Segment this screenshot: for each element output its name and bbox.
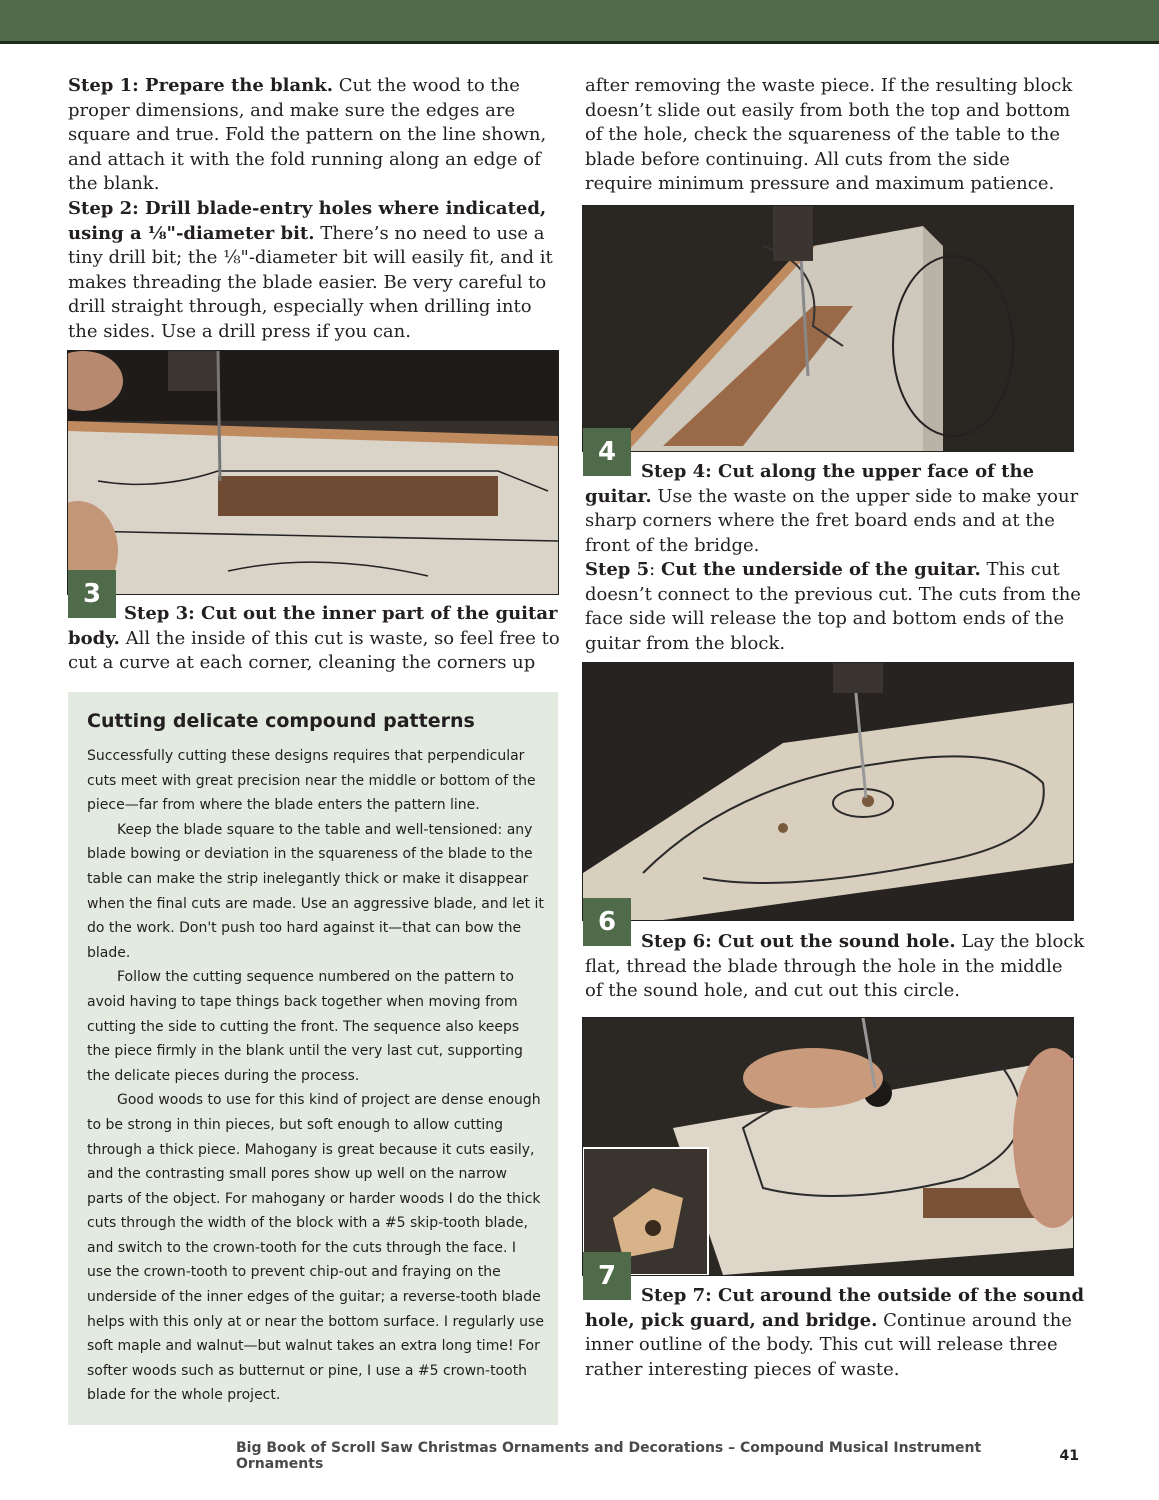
photo-step-4 bbox=[582, 205, 1074, 452]
step-3-title: Step 3: Cut out the inner part of the guitar body. bbox=[68, 603, 558, 649]
step-1-text: Cut the wood to the proper dimensions, and make sure the edges are square and true. Fold the pattern on the line shown, and attach it with the fold running along an edge of the blank. bbox=[68, 75, 547, 195]
step-4-title: Step 4: Cut along the upper face of the guitar. bbox=[585, 461, 1035, 507]
step-7-paragraph bbox=[585, 1284, 1085, 1382]
photo-number-3: 3 bbox=[68, 570, 116, 618]
page-number: 41 bbox=[1059, 1448, 1079, 1464]
sidebar-paragraph-4: Good woods to use for this kind of project are dense enough to be strong in thin pieces, but soft enough to allow cutting through a thick piece. Mahogany is great because it cuts easily, and the contrasting small pores show up well on the narrow parts of the object. For mahogany or harder woods I do the thick cuts through the width of the block with a #5 skip-tooth blade, and switch to the crown-tooth for the cuts through the face. I use the crown-tooth to prevent chip-out and fraying on the underside of the inner edges of the guitar; a reverse-tooth blade helps with this only at or near the bottom surface. I regularly use soft maple and walnut—but walnut takes an extra long time! For softer woods such as butternut or pine, I use a #5 crown-tooth blade for the whole project. bbox=[87, 1092, 544, 1404]
photo-step-3 bbox=[67, 350, 559, 595]
photo-number-4: 4 bbox=[583, 428, 631, 476]
step-7-text: Continue around the inner outline of the body. This cut will release three rather interesting pieces of waste. bbox=[585, 1309, 1072, 1380]
page-footer bbox=[236, 1440, 1079, 1472]
step-4-paragraph bbox=[585, 460, 1095, 558]
step-2-paragraph bbox=[68, 197, 560, 345]
step-5-colon: : bbox=[649, 559, 661, 580]
step-6-paragraph bbox=[585, 930, 1085, 1004]
sidebar-paragraph-3: Follow the cutting sequence numbered on the pattern to avoid having to tape things back together when moving from cutting the side to cutting the front. The sequence also keeps the piece firmly in the blank until the very last cut, supporting the delicate pieces during the process. bbox=[87, 969, 523, 1084]
step-1-paragraph bbox=[68, 74, 560, 197]
step-5-title-b: Cut the underside of the guitar. bbox=[660, 559, 981, 580]
photo-number-7: 7 bbox=[583, 1252, 631, 1300]
sidebar-title: Cutting delicate compound patterns bbox=[87, 710, 475, 732]
sidebar-paragraph-1: Successfully cutting these designs requires that perpendicular cuts meet with great precision near the middle or bottom of the piece—far from where the blade enters the pattern line. bbox=[87, 748, 536, 814]
step-1-title: Step 1: Prepare the blank. bbox=[68, 75, 334, 96]
header-band bbox=[0, 0, 1159, 41]
header-rule bbox=[0, 41, 1159, 44]
step-2-text: There’s no need to use a tiny drill bit; the ⅛"-diameter bit will easily fit, and it makes threading the blade easier. Be very careful to drill straight through, especially when drilling into the sides. Use a drill press if you can. bbox=[68, 222, 553, 342]
footer-running-title: Big Book of Scroll Saw Christmas Ornaments and Decorations – Compound Musical Instrument Ornaments bbox=[236, 1440, 982, 1472]
step-6-title: Step 6: Cut out the sound hole. bbox=[641, 931, 956, 952]
step-3-paragraph bbox=[68, 602, 560, 676]
step-3-continued: after removing the waste piece. If the resulting block doesn’t slide out easily from both the top and bottom of the hole, check the squareness of the table to the blade before continuing. All cuts from the side require minimum pressure and maximum patience. bbox=[585, 75, 1073, 195]
step-6-text: Lay the block flat, thread the blade through the hole in the middle of the sound hole, and cut out this circle. bbox=[585, 931, 1085, 1002]
step-4-text: Use the waste on the upper side to make your sharp corners where the fret board ends and at the front of the bridge. bbox=[585, 485, 1079, 556]
photo-step-7 bbox=[582, 1017, 1074, 1276]
sidebar-box bbox=[68, 692, 558, 1425]
step-5-text: This cut doesn’t connect to the previous cut. The cuts from the face side will release the top and bottom ends of the guitar from the block. bbox=[585, 559, 1081, 654]
sidebar-paragraph-2: Keep the blade square to the table and well-tensioned: any blade bowing or deviation in the squareness of the blade to the table can make the strip inelegantly thick or make it disappear when the final cuts are made. Use an aggressive blade, and let it do the work. Don't push too hard against it—that can bow the blade. bbox=[87, 821, 544, 961]
step-7-title: Step 7: Cut around the outside of the sound hole, pick guard, and bridge. bbox=[585, 1285, 1085, 1331]
step-2-title: Step 2: Drill blade-entry holes where indicated, using a ⅛"-diameter bit. bbox=[68, 198, 547, 244]
photo-number-6: 6 bbox=[583, 898, 631, 946]
step-5-paragraph bbox=[585, 558, 1085, 656]
step-5-title-a: Step 5 bbox=[585, 559, 650, 580]
photo-step-6 bbox=[582, 662, 1074, 921]
step-3-text: All the inside of this cut is waste, so feel free to cut a curve at each corner, cleaning the corners up bbox=[68, 627, 560, 674]
